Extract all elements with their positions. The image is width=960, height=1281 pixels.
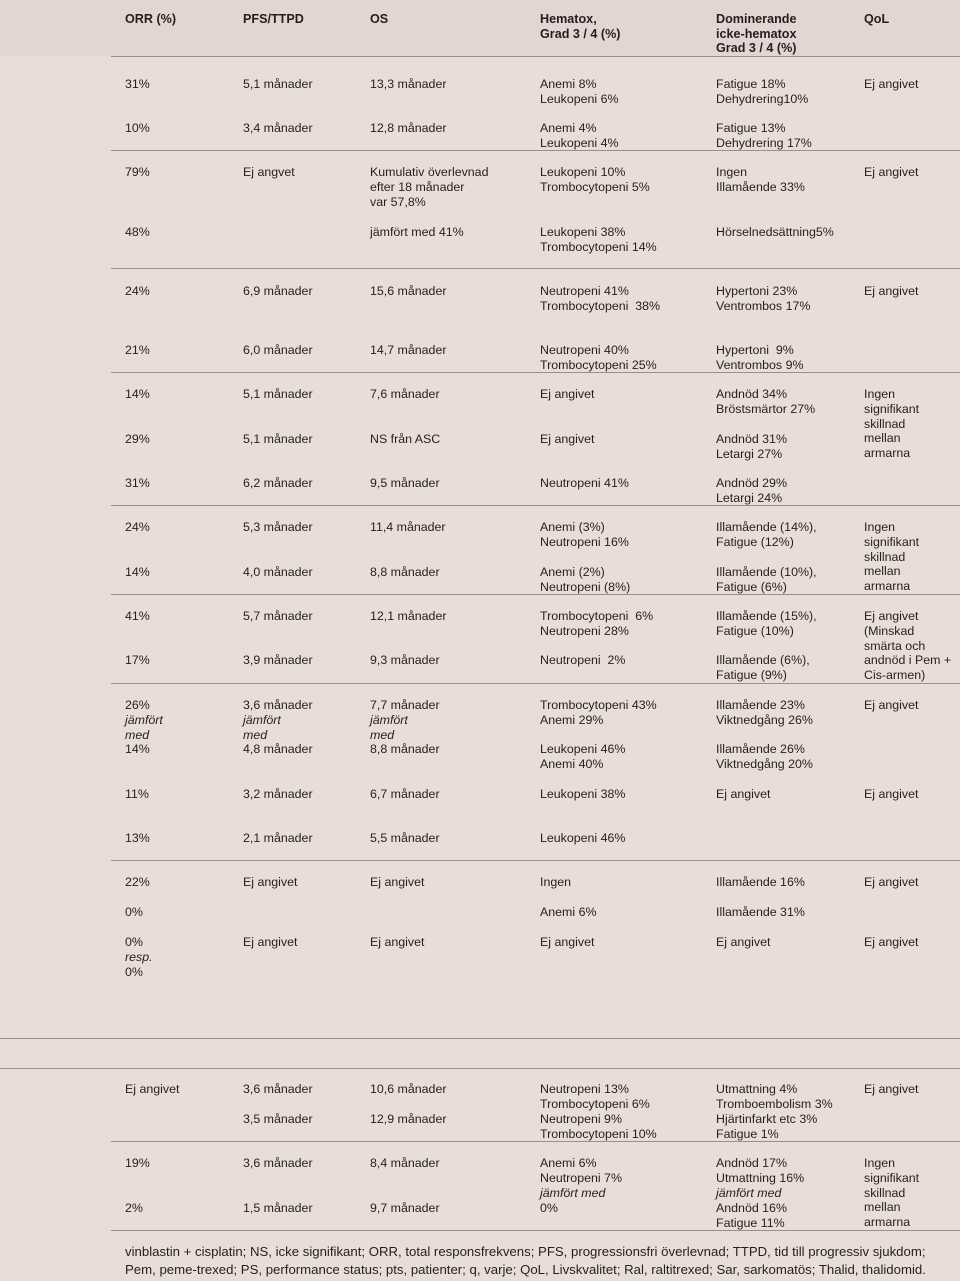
table-cell-orr: resp. xyxy=(125,950,153,964)
table-cell-qol: Ej angivet xyxy=(864,787,919,801)
row-divider xyxy=(111,150,960,151)
header-os: OS xyxy=(370,12,389,26)
table-cell-orr: 0% xyxy=(125,965,143,979)
table-cell-nonhematox: Ej angivet xyxy=(716,787,771,801)
table-cell-pfs: 3,5 månader xyxy=(243,1112,313,1126)
table-cell-qol: Ej angivet (Minskad smärta och andnöd i Pem + Cis-armen) xyxy=(864,609,952,683)
table-cell-hematox: Anemi (2%) Neutropeni (8%) xyxy=(540,565,631,594)
table-cell-hematox: jämfört med xyxy=(540,1186,606,1200)
table-cell-qol: Ej angivet xyxy=(864,165,919,179)
section-divider xyxy=(0,1068,960,1069)
table-cell-nonhematox: Hypertoni 23% Ventrombos 17% xyxy=(716,284,811,313)
table-cell-os: 8,4 månader xyxy=(370,1156,440,1170)
table-cell-orr: 0% xyxy=(125,935,143,949)
table-cell-hematox: Anemi 4% Leukopeni 4% xyxy=(540,121,619,150)
table-cell-nonhematox: Hypertoni 9% Ventrombos 9% xyxy=(716,343,804,372)
table-cell-pfs: 5,1 månader xyxy=(243,387,313,401)
header-qol: QoL xyxy=(864,12,890,26)
table-cell-hematox: Ej angivet xyxy=(540,935,595,949)
table-cell-hematox: Neutropeni 13% Trombocytopeni 6% xyxy=(540,1082,650,1111)
table-cell-orr: 19% xyxy=(125,1156,150,1170)
table-cell-os: NS från ASC xyxy=(370,432,441,446)
table-cell-nonhematox: Andnöd 29% Letargi 24% xyxy=(716,476,787,505)
table-cell-pfs: jämfört med xyxy=(243,713,281,742)
table-cell-hematox: Trombocytopeni 6% Neutropeni 28% xyxy=(540,609,654,638)
table-cell-os: 12,9 månader xyxy=(370,1112,447,1126)
table-cell-hematox: Neutropeni 41% xyxy=(540,476,629,490)
table-cell-pfs: 2,1 månader xyxy=(243,831,313,845)
header-orr: ORR (%) xyxy=(125,12,177,26)
table-cell-os: 12,8 månader xyxy=(370,121,447,135)
table-cell-pfs: 3,6 månader xyxy=(243,698,313,712)
table-cell-nonhematox: jämfört med xyxy=(716,1186,782,1200)
table-cell-hematox: Leukopeni 10% Trombocytopeni 5% xyxy=(540,165,650,194)
table-cell-pfs: 6,0 månader xyxy=(243,343,313,357)
table-cell-pfs: 3,2 månader xyxy=(243,787,313,801)
row-divider xyxy=(111,1230,960,1231)
header-nonhematox: Dominerande icke-hematox Grad 3 / 4 (%) xyxy=(716,12,797,56)
table-cell-orr: 13% xyxy=(125,831,150,845)
table-cell-qol: Ej angivet xyxy=(864,935,919,949)
table-cell-nonhematox: Ej angivet xyxy=(716,935,771,949)
table-cell-pfs: 4,8 månader xyxy=(243,742,313,756)
table-cell-os: 15,6 månader xyxy=(370,284,447,298)
table-cell-nonhematox: Fatigue 13% Dehydrering 17% xyxy=(716,121,812,150)
table-cell-qol: Ingen signifikant skillnad mellan armarna xyxy=(864,520,920,594)
table-cell-orr: 14% xyxy=(125,387,150,401)
table-cell-pfs: 1,5 månader xyxy=(243,1201,313,1215)
table-cell-hematox: Leukopeni 46% xyxy=(540,831,626,845)
table-cell-orr: 48% xyxy=(125,225,150,239)
table-cell-os: 5,5 månader xyxy=(370,831,440,845)
table-cell-os: 11,4 månader xyxy=(370,520,446,534)
table-cell-pfs: 4,0 månader xyxy=(243,565,313,579)
table-cell-nonhematox: Illamående 26% Viktnedgång 20% xyxy=(716,742,813,771)
row-divider xyxy=(111,505,960,506)
row-divider xyxy=(111,372,960,373)
table-cell-hematox: 0% xyxy=(540,1201,558,1215)
table-cell-orr: 0% xyxy=(125,905,143,919)
table-cell-nonhematox: Andnöd 31% Letargi 27% xyxy=(716,432,787,461)
table-cell-nonhematox: Utmattning 4% Tromboembolism 3% xyxy=(716,1082,833,1111)
table-cell-os: Kumulativ överlevnad efter 18 månader var 57,8% xyxy=(370,165,489,209)
table-cell-orr: 22% xyxy=(125,875,150,889)
table-cell-os: 14,7 månader xyxy=(370,343,447,357)
table-cell-nonhematox: Illamående 23% Viktnedgång 26% xyxy=(716,698,813,727)
table-cell-qol: Ingen signifikant skillnad mellan armarna xyxy=(864,387,920,461)
table-cell-pfs: 6,9 månader xyxy=(243,284,313,298)
table-cell-nonhematox: Illamående 16% xyxy=(716,875,805,889)
table-cell-qol: Ej angivet xyxy=(864,875,919,889)
table-cell-orr: 11% xyxy=(125,787,149,801)
table-cell-os: 8,8 månader xyxy=(370,742,440,756)
table-cell-qol: Ej angivet xyxy=(864,284,919,298)
table-cell-nonhematox: Illamående (10%), Fatigue (6%) xyxy=(716,565,817,594)
table-cell-orr: 10% xyxy=(125,121,150,135)
header-pfs: PFS/TTPD xyxy=(243,12,304,26)
table-cell-qol: Ingen signifikant skillnad mellan armarna xyxy=(864,1156,920,1230)
table-cell-nonhematox: Andnöd 17% Utmattning 16% xyxy=(716,1156,805,1185)
table-cell-hematox: Leukopeni 38% xyxy=(540,787,626,801)
table-cell-os: 7,6 månader xyxy=(370,387,440,401)
table-cell-pfs: 3,6 månader xyxy=(243,1156,313,1170)
table-footnote: vinblastin + cisplatin; NS, icke signifikant; ORR, total responsfrekvens; PFS, progressionsfri överlevnad; TTPD, tid till progressiv sjukdom; Pem, peme-trexed; PS, performance status; pts, patienter; q, varje; QoL, Livskvalitet; Ral, raltitrexed; Sar, sarkomatös; Thalid, thalidomid. xyxy=(125,1244,926,1277)
table-cell-qol: Ej angivet xyxy=(864,1082,919,1096)
table-cell-os: jämfört med 41% xyxy=(370,225,464,239)
table-cell-pfs: 3,4 månader xyxy=(243,121,313,135)
table-cell-orr: 2% xyxy=(125,1201,143,1215)
table-cell-hematox: Anemi 6% Neutropeni 7% xyxy=(540,1156,622,1185)
row-divider xyxy=(111,594,960,595)
table-cell-orr: jämfört med xyxy=(125,713,163,742)
table-cell-hematox: Trombocytopeni 43% Anemi 29% xyxy=(540,698,657,727)
header-hematox: Hematox, Grad 3 / 4 (%) xyxy=(540,12,621,41)
row-divider xyxy=(111,268,960,269)
table-cell-hematox: Neutropeni 41% Trombocytopeni 38% xyxy=(540,284,661,313)
table-cell-nonhematox: Illamående (14%), Fatigue (12%) xyxy=(716,520,817,549)
table-cell-orr: Ej angivet xyxy=(125,1082,180,1096)
table-cell-pfs: Ej angvet xyxy=(243,165,295,179)
table-cell-pfs: 3,6 månader xyxy=(243,1082,313,1096)
row-divider xyxy=(111,683,960,684)
table-cell-os: 10,6 månader xyxy=(370,1082,447,1096)
table-cell-nonhematox: Fatigue 18% Dehydrering10% xyxy=(716,77,809,106)
table-cell-os: jämfört med xyxy=(370,713,408,742)
table-cell-os: 13,3 månader xyxy=(370,77,447,91)
table-cell-os: 9,3 månader xyxy=(370,653,440,667)
table-cell-pfs: 3,9 månader xyxy=(243,653,313,667)
table-cell-pfs: Ej angivet xyxy=(243,875,298,889)
table-cell-hematox: Ingen xyxy=(540,875,572,889)
section-divider xyxy=(0,1038,960,1039)
table-cell-hematox: Neutropeni 9% Trombocytopeni 10% xyxy=(540,1112,657,1141)
table-cell-nonhematox: Hörselnedsättning5% xyxy=(716,225,834,239)
table-cell-pfs: 5,7 månader xyxy=(243,609,313,623)
table-cell-os: Ej angivet xyxy=(370,875,425,889)
table-cell-hematox: Leukopeni 46% Anemi 40% xyxy=(540,742,626,771)
table-cell-orr: 31% xyxy=(125,77,150,91)
table-cell-hematox: Ej angivet xyxy=(540,432,595,446)
table-cell-nonhematox: Andnöd 34% Bröstsmärtor 27% xyxy=(716,387,816,416)
table-cell-hematox: Leukopeni 38% Trombocytopeni 14% xyxy=(540,225,657,254)
row-divider xyxy=(111,860,960,861)
table-header-band xyxy=(0,0,960,56)
table-cell-os: 8,8 månader xyxy=(370,565,440,579)
table-cell-orr: 17% xyxy=(125,653,150,667)
table-cell-nonhematox: Illamående (6%), Fatigue (9%) xyxy=(716,653,810,682)
table-cell-os: 12,1 månader xyxy=(370,609,447,623)
table-cell-hematox: Neutropeni 2% xyxy=(540,653,626,667)
table-cell-hematox: Neutropeni 40% Trombocytopeni 25% xyxy=(540,343,657,372)
table-cell-nonhematox: Illamående 31% xyxy=(716,905,805,919)
table-cell-nonhematox: Hjärtinfarkt etc 3% Fatigue 1% xyxy=(716,1112,818,1141)
table-cell-orr: 24% xyxy=(125,284,150,298)
row-divider xyxy=(111,56,960,57)
table-cell-qol: Ej angivet xyxy=(864,698,919,712)
table-cell-os: 9,5 månader xyxy=(370,476,440,490)
table-cell-nonhematox: Andnöd 16% Fatigue 11% xyxy=(716,1201,787,1230)
table-cell-os: 9,7 månader xyxy=(370,1201,440,1215)
table-cell-pfs: 6,2 månader xyxy=(243,476,313,490)
table-cell-os: Ej angivet xyxy=(370,935,425,949)
table-cell-nonhematox: Ingen Illamående 33% xyxy=(716,165,805,194)
table-cell-orr: 21% xyxy=(125,343,150,357)
table-cell-qol: Ej angivet xyxy=(864,77,919,91)
table-cell-pfs: 5,3 månader xyxy=(243,520,313,534)
table-cell-orr: 26% xyxy=(125,698,150,712)
table-cell-pfs: 5,1 månader xyxy=(243,432,313,446)
table-cell-orr: 24% xyxy=(125,520,150,534)
table-cell-orr: 79% xyxy=(125,165,150,179)
row-divider xyxy=(111,1141,960,1142)
table-cell-os: 7,7 månader xyxy=(370,698,440,712)
table-cell-orr: 41% xyxy=(125,609,150,623)
table-cell-hematox: Ej angivet xyxy=(540,387,595,401)
table-cell-hematox: Anemi 6% xyxy=(540,905,597,919)
table-cell-hematox: Anemi (3%) Neutropeni 16% xyxy=(540,520,629,549)
table-cell-orr: 31% xyxy=(125,476,150,490)
table-cell-orr: 14% xyxy=(125,742,150,756)
table-cell-orr: 14% xyxy=(125,565,150,579)
table-cell-pfs: Ej angivet xyxy=(243,935,298,949)
table-cell-nonhematox: Illamående (15%), Fatigue (10%) xyxy=(716,609,817,638)
table-cell-os: 6,7 månader xyxy=(370,787,440,801)
table-cell-pfs: 5,1 månader xyxy=(243,77,313,91)
table-cell-orr: 29% xyxy=(125,432,150,446)
table-cell-hematox: Anemi 8% Leukopeni 6% xyxy=(540,77,619,106)
